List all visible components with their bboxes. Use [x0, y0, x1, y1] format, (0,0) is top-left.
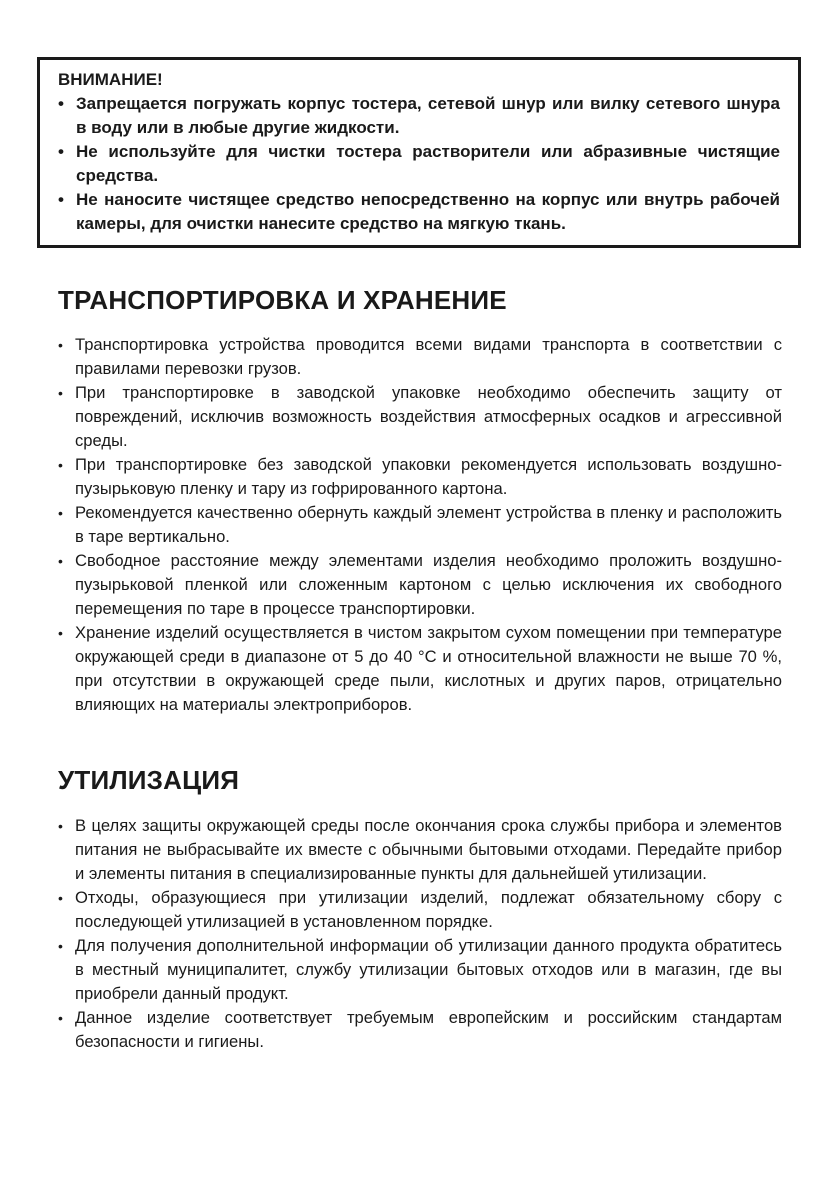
- list-item: • Свободное расстояние между элементами изделия необходимо проложить воздушно-пузырьковой пленкой или сложенным картоном с целью исключения их свободного перемещения по таре в процессе транспортировки.: [58, 549, 782, 621]
- warning-item: • Не используйте для чистки тостера растворители или абразивные чистящие средства.: [58, 140, 780, 188]
- disposal-list: [58, 814, 782, 1054]
- list-item: • В целях защиты окружающей среды после окончания срока службы прибора и элементов питания не выбрасывайте их вместе с обычными бытовыми отходами. Передайте прибор и элементы питания в специализированные пункты для дальнейшей утилизации.: [58, 814, 782, 886]
- list-item: • Для получения дополнительной информации об утилизации данного продукта обратитесь в местный муниципалитет, службу утилизации бытовых отходов или в магазин, где вы приобрели данный продукт.: [58, 934, 782, 1006]
- warning-title: ВНИМАНИЕ!: [58, 70, 163, 89]
- transport-list: [58, 333, 782, 717]
- list-item: • Хранение изделий осуществляется в чистом закрытом сухом помещении при температуре окружающей среди в диапазоне от 5 до 40 °С и относительной влажности не выше 70 %, при отсутствии в окружающей среде пыли, кислотных и других паров, отрицательно влияющих на материалы электроприборов.: [58, 621, 782, 717]
- list-item: • Отходы, образующиеся при утилизации изделий, подлежат обязательному сбору с последующей утилизацией в установленном порядке.: [58, 886, 782, 934]
- disposal-section-title: УТИЛИЗАЦИЯ: [58, 765, 240, 795]
- transport-section-title: ТРАНСПОРТИРОВКА И ХРАНЕНИЕ: [58, 285, 507, 315]
- list-item: • Транспортировка устройства проводится всеми видами транспорта в соответствии с правилами перевозки грузов.: [58, 333, 782, 381]
- disposal-section: [58, 814, 782, 1054]
- list-item: • Данное изделие соответствует требуемым европейским и российским стандартам безопасности и гигиены.: [58, 1006, 782, 1054]
- warning-item: • Не наносите чистящее средство непосредственно на корпус или внутрь рабочей камеры, для очистки нанесите средство на мягкую ткань.: [58, 188, 780, 236]
- list-item: • Рекомендуется качественно обернуть каждый элемент устройства в пленку и расположить в таре вертикально.: [58, 501, 782, 549]
- list-item: • При транспортировке в заводской упаковке необходимо обеспечить защиту от повреждений, исключив возможность воздействия атмосферных осадков и агрессивной среды.: [58, 381, 782, 453]
- warning-list: [58, 92, 780, 236]
- warning-item: • Запрещается погружать корпус тостера, сетевой шнур или вилку сетевого шнура в воду или в любые другие жидкости.: [58, 92, 780, 140]
- transport-section: [58, 333, 782, 717]
- list-item: • При транспортировке без заводской упаковки рекомендуется использовать воздушно-пузырьковую пленку и тару из гофрированного картона.: [58, 453, 782, 501]
- warning-box: [37, 57, 801, 248]
